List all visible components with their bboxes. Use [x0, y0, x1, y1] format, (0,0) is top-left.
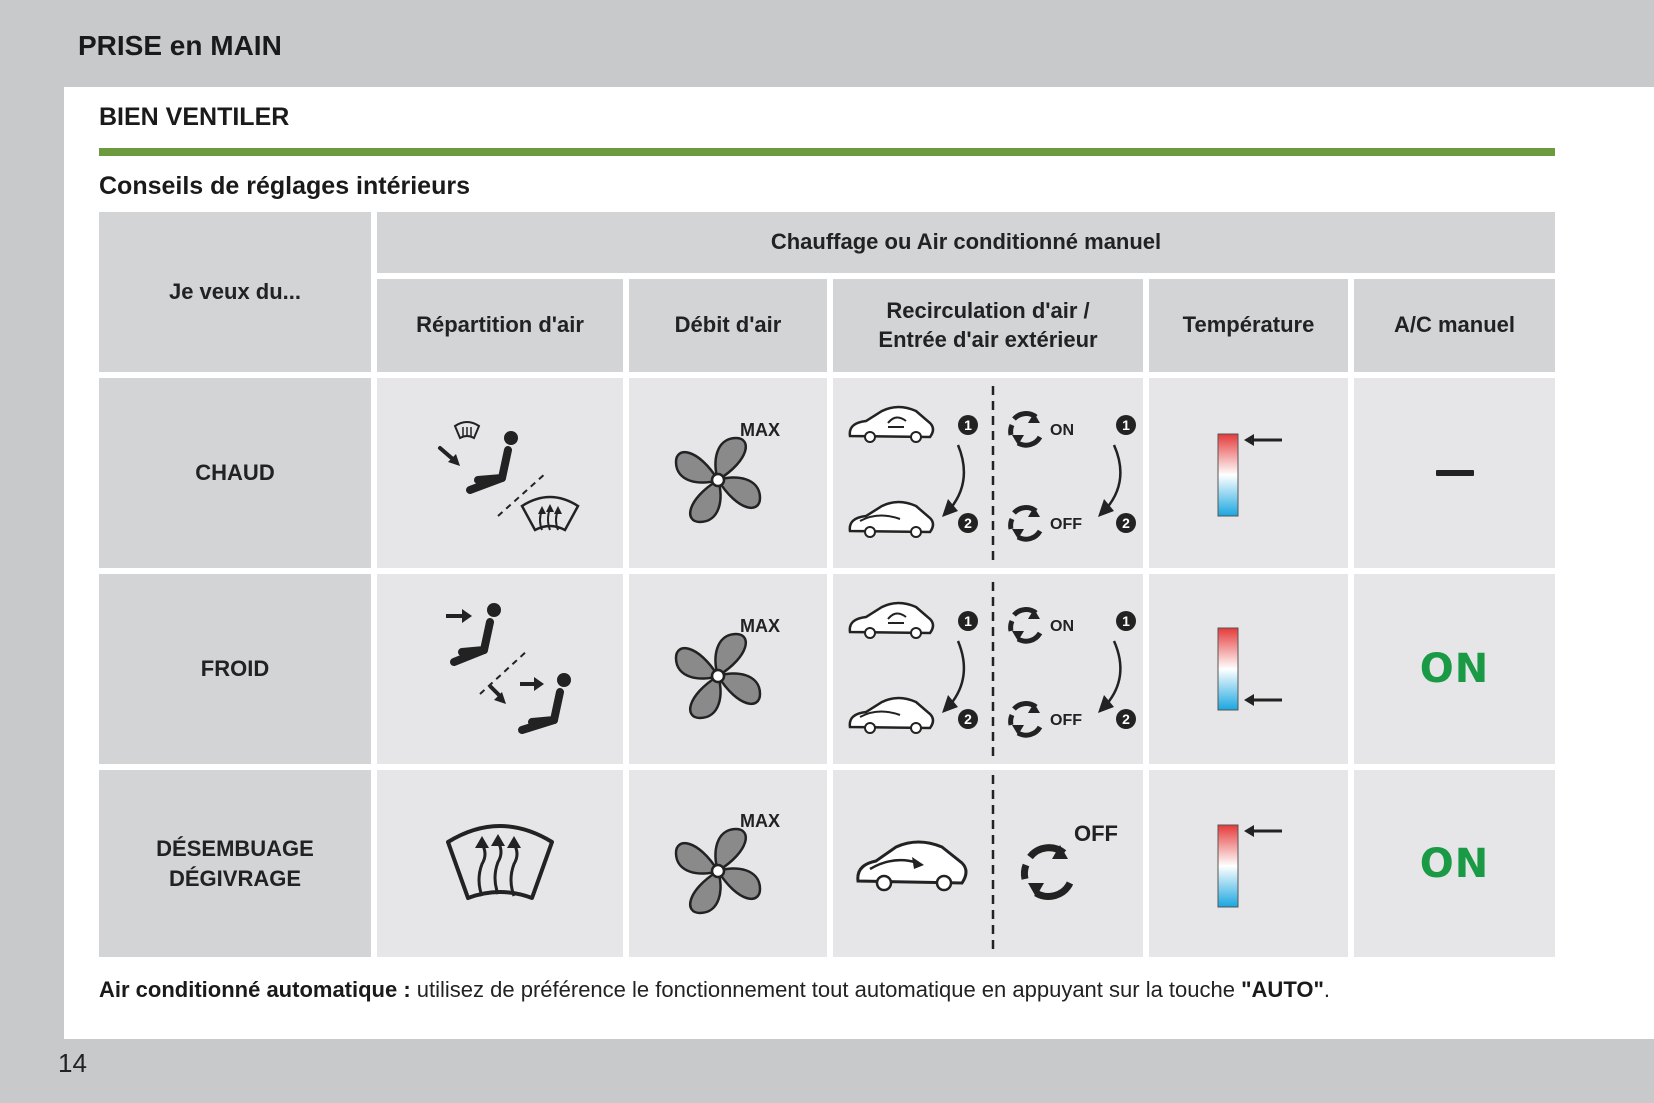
max-label: MAX — [740, 420, 780, 440]
col-header-label: Débit d'air — [674, 312, 782, 338]
feet-and-windscreen-distribution-icon — [410, 398, 590, 548]
max-label: MAX — [740, 616, 780, 636]
group-header — [377, 212, 1555, 273]
on-label: ON — [1050, 617, 1074, 635]
temperature-cell — [1149, 770, 1348, 957]
step-1-badge: 1 — [964, 416, 972, 433]
col-header-debit — [629, 279, 827, 372]
row-header-desembuage — [99, 770, 371, 957]
off-label: OFF — [1050, 711, 1082, 729]
temperature-cell — [1149, 574, 1348, 764]
step-2-badge: 2 — [1122, 514, 1130, 531]
ac-cell — [1354, 378, 1555, 568]
row-header-froid — [99, 574, 371, 764]
ac-off-dash — [1436, 470, 1474, 476]
step-2-badge: 2 — [964, 514, 972, 531]
fan-max-icon — [658, 604, 798, 734]
col-header-recirculation — [833, 279, 1143, 372]
fan-speed-cell — [629, 574, 827, 764]
fan-speed-cell — [629, 378, 827, 568]
col-header-ac — [1354, 279, 1555, 372]
corner-header — [99, 212, 371, 372]
row-label-line2: DÉGIVRAGE — [168, 865, 302, 891]
col-header-repartition — [377, 279, 623, 372]
section-header: PRISE en MAIN — [78, 30, 282, 61]
corner-header-label: Je veux du... — [168, 278, 302, 304]
ac-on-label: ON — [1419, 840, 1490, 887]
on-label: ON — [1050, 421, 1074, 439]
temperature-hot-icon — [1204, 809, 1294, 919]
air-distribution-cell — [377, 378, 623, 568]
footnote-text: utilisez de préférence le fonctionnement tout automatique en appuyant sur la touche — [410, 977, 1242, 1002]
air-distribution-cell — [377, 770, 623, 957]
col-header-temperature — [1149, 279, 1348, 372]
page-number: 14 — [58, 1048, 87, 1078]
step-2-badge: 2 — [964, 710, 972, 727]
page-title: BIEN VENTILER — [99, 103, 290, 131]
row-label: CHAUD — [195, 460, 275, 486]
page-subtitle: Conseils de réglages intérieurs — [99, 172, 470, 200]
recirculation-cell — [833, 378, 1143, 568]
row-label-line1: DÉSEMBUAGE — [156, 835, 314, 861]
max-label: MAX — [740, 810, 780, 831]
temperature-cold-icon — [1204, 614, 1294, 724]
col-header-label: A/C manuel — [1393, 312, 1516, 338]
recirculation-sequence-icon — [838, 381, 1138, 566]
fan-max-icon — [658, 408, 798, 538]
step-1-badge: 1 — [1122, 612, 1130, 629]
recirculation-sequence-icon — [838, 577, 1138, 762]
temperature-cell — [1149, 378, 1348, 568]
ac-on-label: ON — [1419, 646, 1490, 692]
row-label: FROID — [200, 656, 270, 682]
footnote — [99, 977, 1330, 1003]
off-label: OFF — [1050, 515, 1082, 533]
temperature-hot-icon — [1204, 418, 1294, 528]
footnote-key: "AUTO" — [1241, 977, 1324, 1002]
fan-max-icon — [658, 799, 798, 929]
fan-speed-cell — [629, 770, 827, 957]
recirculation-cell — [833, 574, 1143, 764]
exterior-air-icon — [838, 771, 1138, 956]
windscreen-demist-icon — [440, 814, 560, 914]
ac-cell — [1354, 770, 1555, 957]
footnote-lead: Air conditionné automatique : — [99, 977, 411, 1002]
footnote-end: . — [1323, 977, 1331, 1002]
title-divider — [99, 148, 1555, 156]
col-header-label-line2: Entrée d'air extérieur — [878, 326, 1098, 352]
face-and-rear-distribution-icon — [410, 594, 590, 744]
row-header-chaud — [99, 378, 371, 568]
group-header-label: Chauffage ou Air conditionné manuel — [770, 229, 1162, 255]
col-header-label: Répartition d'air — [416, 312, 584, 338]
step-1-badge: 1 — [964, 612, 972, 629]
ac-cell — [1354, 574, 1555, 764]
col-header-label-line1: Recirculation d'air / — [886, 297, 1090, 323]
step-2-badge: 2 — [1122, 710, 1130, 727]
off-label: OFF — [1074, 821, 1118, 846]
air-distribution-cell — [377, 574, 623, 764]
recirculation-cell — [833, 770, 1143, 957]
step-1-badge: 1 — [1122, 416, 1130, 433]
col-header-label: Température — [1182, 312, 1315, 338]
